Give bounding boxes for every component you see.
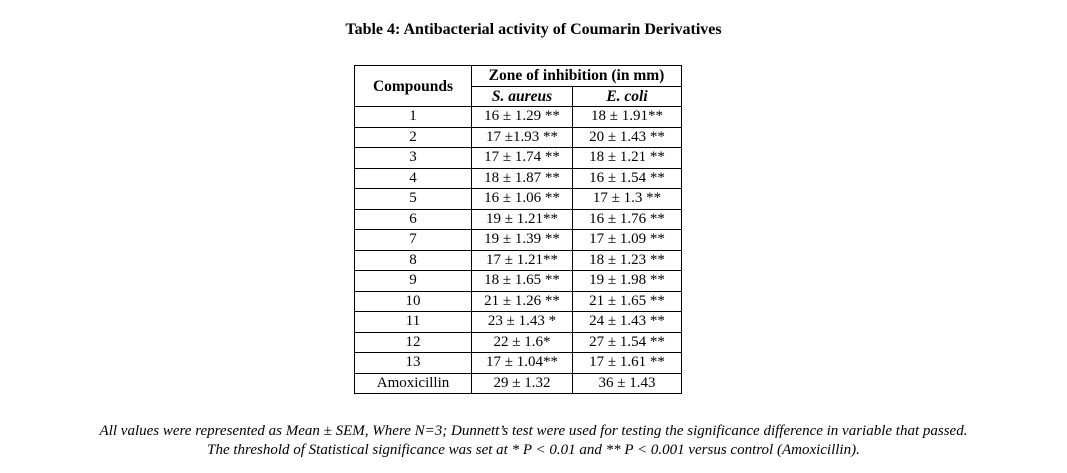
table-caption: Table 4: Antibacterial activity of Coumarin Derivatives (345, 21, 722, 38)
s-aureus-cell: 17 ± 1.74 ** (472, 148, 573, 169)
s-aureus-cell: 23 ± 1.43 * (472, 312, 573, 333)
e-coli-cell: 18 ± 1.23 ** (573, 250, 682, 271)
zone-of-inhibition-header: Zone of inhibition (in mm) (472, 66, 682, 87)
compound-cell: 11 (355, 312, 472, 333)
compound-cell: 3 (355, 148, 472, 169)
e-coli-column-header: E. coli (573, 86, 682, 107)
table-body (355, 107, 682, 394)
e-coli-cell: 18 ± 1.91** (573, 107, 682, 128)
compound-cell: 13 (355, 353, 472, 374)
e-coli-cell: 16 ± 1.54 ** (573, 168, 682, 189)
table-row (355, 230, 682, 251)
table-row (355, 127, 682, 148)
s-aureus-cell: 19 ± 1.39 ** (472, 230, 573, 251)
s-aureus-cell: 21 ± 1.26 ** (472, 291, 573, 312)
e-coli-cell: 19 ± 1.98 ** (573, 271, 682, 292)
s-aureus-cell: 18 ± 1.65 ** (472, 271, 573, 292)
compound-cell: 6 (355, 209, 472, 230)
footnote-line-1: All values were represented as Mean ± SEM, Where N=3; Dunnett’s test were used for testing the significance difference in variable that passed. (99, 423, 968, 439)
table-footnote (0, 422, 1067, 460)
compound-cell: Amoxicillin (355, 373, 472, 394)
s-aureus-cell: 22 ± 1.6* (472, 332, 573, 353)
s-aureus-cell: 18 ± 1.87 ** (472, 168, 573, 189)
compound-cell: 7 (355, 230, 472, 251)
s-aureus-column-header: S. aureus (472, 86, 573, 107)
table-row (355, 168, 682, 189)
compound-cell: 12 (355, 332, 472, 353)
e-coli-cell: 18 ± 1.21 ** (573, 148, 682, 169)
s-aureus-cell: 17 ±1.93 ** (472, 127, 573, 148)
table-row (355, 189, 682, 210)
table-row (355, 107, 682, 128)
table-row (355, 373, 682, 394)
e-coli-cell: 17 ± 1.09 ** (573, 230, 682, 251)
table-row (355, 148, 682, 169)
table-row (355, 250, 682, 271)
table-header-row (355, 66, 682, 87)
compound-cell: 2 (355, 127, 472, 148)
compound-cell: 1 (355, 107, 472, 128)
table-row (355, 332, 682, 353)
e-coli-cell: 16 ± 1.76 ** (573, 209, 682, 230)
s-aureus-cell: 16 ± 1.29 ** (472, 107, 573, 128)
table-row (355, 353, 682, 374)
e-coli-cell: 27 ± 1.54 ** (573, 332, 682, 353)
table-row (355, 291, 682, 312)
compounds-column-header: Compounds (355, 66, 472, 107)
s-aureus-cell: 29 ± 1.32 (472, 373, 573, 394)
e-coli-cell: 24 ± 1.43 ** (573, 312, 682, 333)
s-aureus-cell: 17 ± 1.04** (472, 353, 573, 374)
antibacterial-activity-table (354, 65, 682, 394)
compound-cell: 8 (355, 250, 472, 271)
s-aureus-cell: 17 ± 1.21** (472, 250, 573, 271)
footnote-line-2: The threshold of Statistical significance was set at * P < 0.01 and ** P < 0.001 versus control (Amoxicillin). (207, 442, 860, 458)
s-aureus-cell: 19 ± 1.21** (472, 209, 573, 230)
table-row (355, 271, 682, 292)
compound-cell: 5 (355, 189, 472, 210)
e-coli-cell: 17 ± 1.3 ** (573, 189, 682, 210)
compound-cell: 4 (355, 168, 472, 189)
e-coli-cell: 17 ± 1.61 ** (573, 353, 682, 374)
table-row (355, 209, 682, 230)
compound-cell: 9 (355, 271, 472, 292)
table-row (355, 312, 682, 333)
e-coli-cell: 36 ± 1.43 (573, 373, 682, 394)
compound-cell: 10 (355, 291, 472, 312)
e-coli-cell: 21 ± 1.65 ** (573, 291, 682, 312)
s-aureus-cell: 16 ± 1.06 ** (472, 189, 573, 210)
e-coli-cell: 20 ± 1.43 ** (573, 127, 682, 148)
